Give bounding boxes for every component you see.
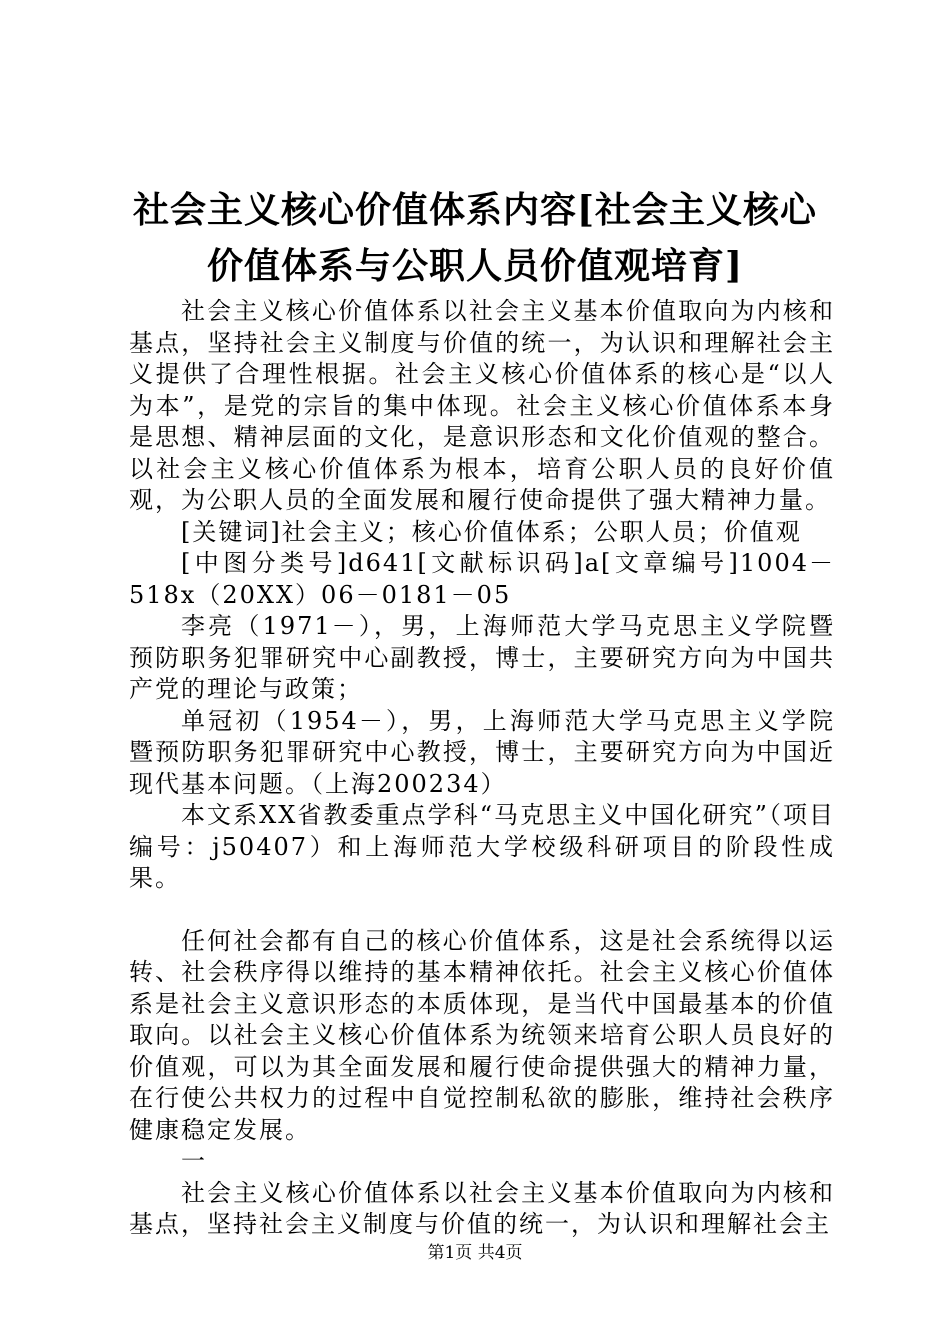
section-heading: 一 — [181, 1147, 207, 1175]
document-title: 社会主义核心价值体系内容[社会主义核心价值体系与公职人员价值观培育] — [132, 189, 818, 287]
author-info-shan: 单冠初（1954－），男，上海师范大学马克思主义学院暨预防职务犯罪研究中心教授，博士，主要研究方向为中国近现代基本问题。（上海200234） — [129, 706, 835, 798]
classification-line: [中图分类号]d641[文献标识码]a[文章编号]1004－518x（20XX）06－0181－05 — [129, 549, 835, 609]
intro-paragraph: 任何社会都有自己的核心价值体系，这是社会系统得以运转、社会秩序得以维持的基本精神依托。社会主义核心价值体系是社会主义意识形态的本质体现，是当代中国最基本的价值取向。以社会主义核心价值体系为统领来培育公职人员良好的价值观，可以为其全面发展和履行使命提供强大的精神力量，在行使公共权力的过程中自觉控制私欲的膨胀，维持社会秩序健康稳定发展。 — [129, 926, 835, 1144]
keywords-line: [关键词]社会主义；核心价值体系；公职人员；价值观 — [181, 517, 802, 546]
section-paragraph: 社会主义核心价值体系以社会主义基本价值取向为内核和基点，坚持社会主义制度与价值的统一，为认识和理解社会主 — [129, 1178, 835, 1238]
author-info-li: 李亮（1971－），男，上海师范大学马克思主义学院暨预防职务犯罪研究中心副教授，博士，主要研究方向为中国共产党的理论与政策； — [129, 612, 835, 703]
document-body — [129, 296, 835, 1241]
abstract-paragraph: 社会主义核心价值体系以社会主义基本价值取向为内核和基点，坚持社会主义制度与价值的统一，为认识和理解社会主义提供了合理性根据。社会主义核心价值体系的核心是“以人为本”，是党的宗旨的集中体现。社会主义核心价值体系本身是思想、精神层面的文化，是意识形态和文化价值观的整合。以社会主义核心价值体系为根本，培育公职人员的良好价值观，为公职人员的全面发展和履行使命提供了强大精神力量。 — [129, 297, 835, 514]
funding-note: 本文系XX省教委重点学科“马克思主义中国化研究”（项目编号：j50407）和上海师范大学校级科研项目的阶段性成果。 — [129, 801, 835, 892]
page-footer: 第1页 共4页 — [427, 1243, 523, 1263]
